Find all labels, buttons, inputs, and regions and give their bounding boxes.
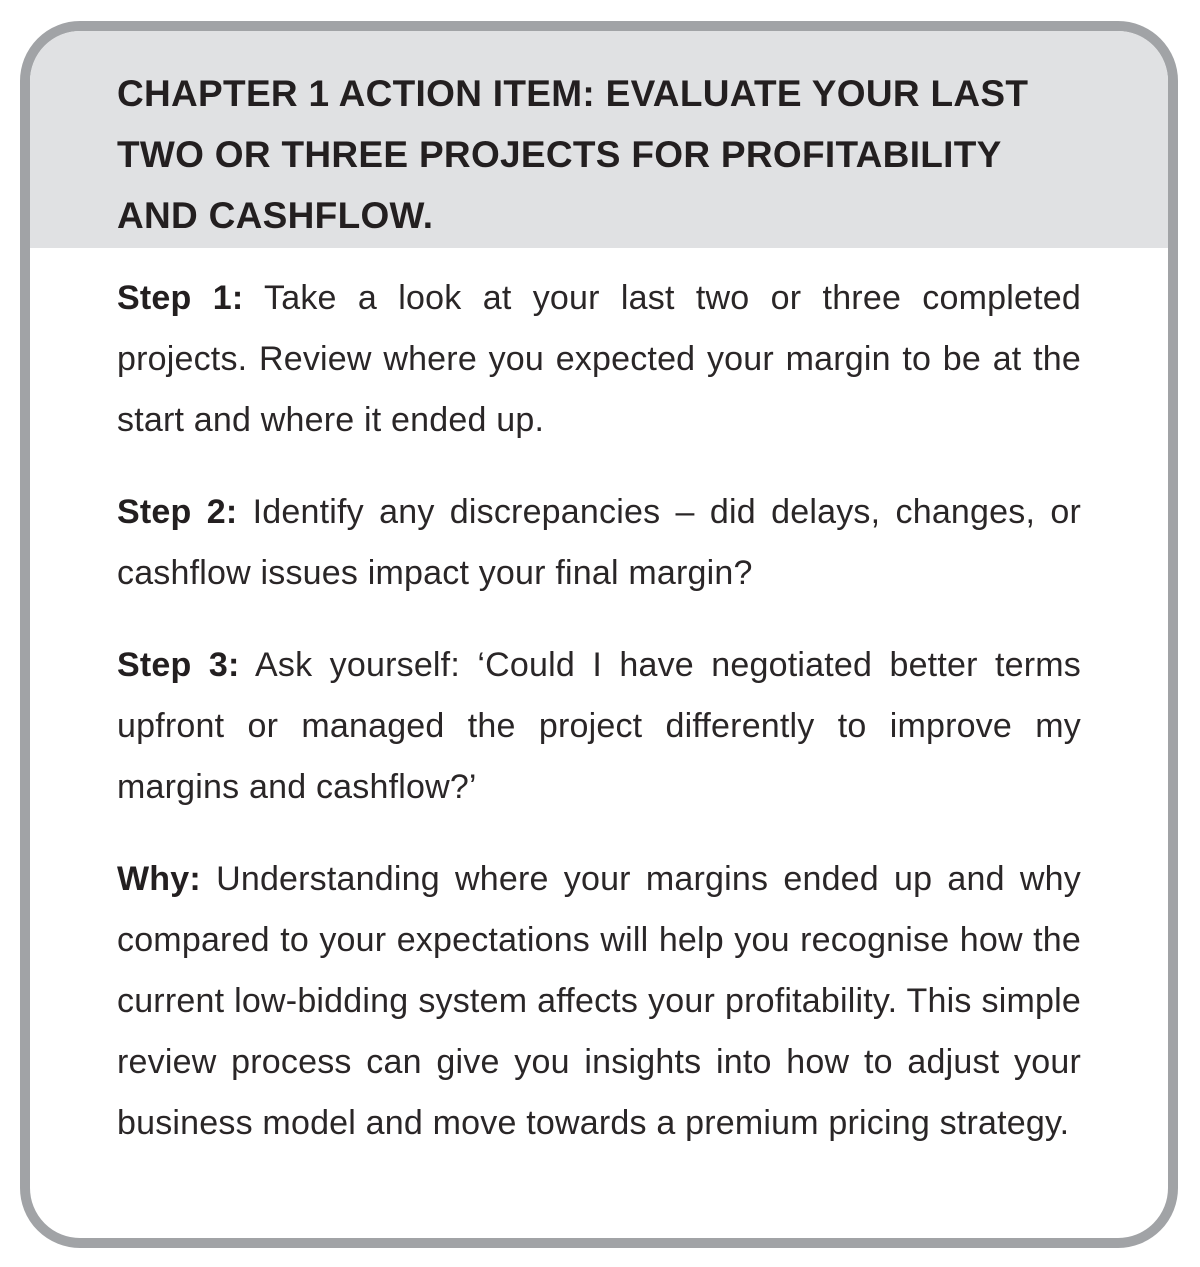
- action-item-header: [30, 31, 1168, 248]
- why-paragraph: [117, 849, 1081, 1154]
- action-item-box: [20, 21, 1178, 1248]
- step-text: Take a look at your last two or three completed projects. Review where you expected your margin to be at the start and where it ended up.: [117, 279, 1081, 439]
- step-label: Step 2:: [117, 493, 238, 531]
- action-item-title: CHAPTER 1 ACTION ITEM: EVALUATE YOUR LAST TWO OR THREE PROJECTS FOR PROFITABILITY AND CASHFLOW.: [117, 73, 1029, 236]
- why-text: Understanding where your margins ended up and why compared to your expectations will help you recognise how the current low-bidding system affects your profitability. This simple review process can give you insights into how to adjust your business model and move towards a premium pricing strategy.: [117, 860, 1081, 1142]
- step-text: Ask yourself: ‘Could I have negotiated better terms upfront or managed the project differently to improve my margins and cashflow?’: [117, 646, 1081, 806]
- step-2-paragraph: [117, 482, 1081, 604]
- step-3-paragraph: [117, 635, 1081, 818]
- step-label: Step 1:: [117, 279, 244, 317]
- step-text: Identify any discrepancies – did delays, changes, or cashflow issues impact your final margin?: [117, 493, 1081, 592]
- step-1-paragraph: [117, 268, 1081, 451]
- action-item-body: [30, 248, 1168, 1154]
- step-label: Step 3:: [117, 646, 240, 684]
- why-label: Why:: [117, 860, 201, 898]
